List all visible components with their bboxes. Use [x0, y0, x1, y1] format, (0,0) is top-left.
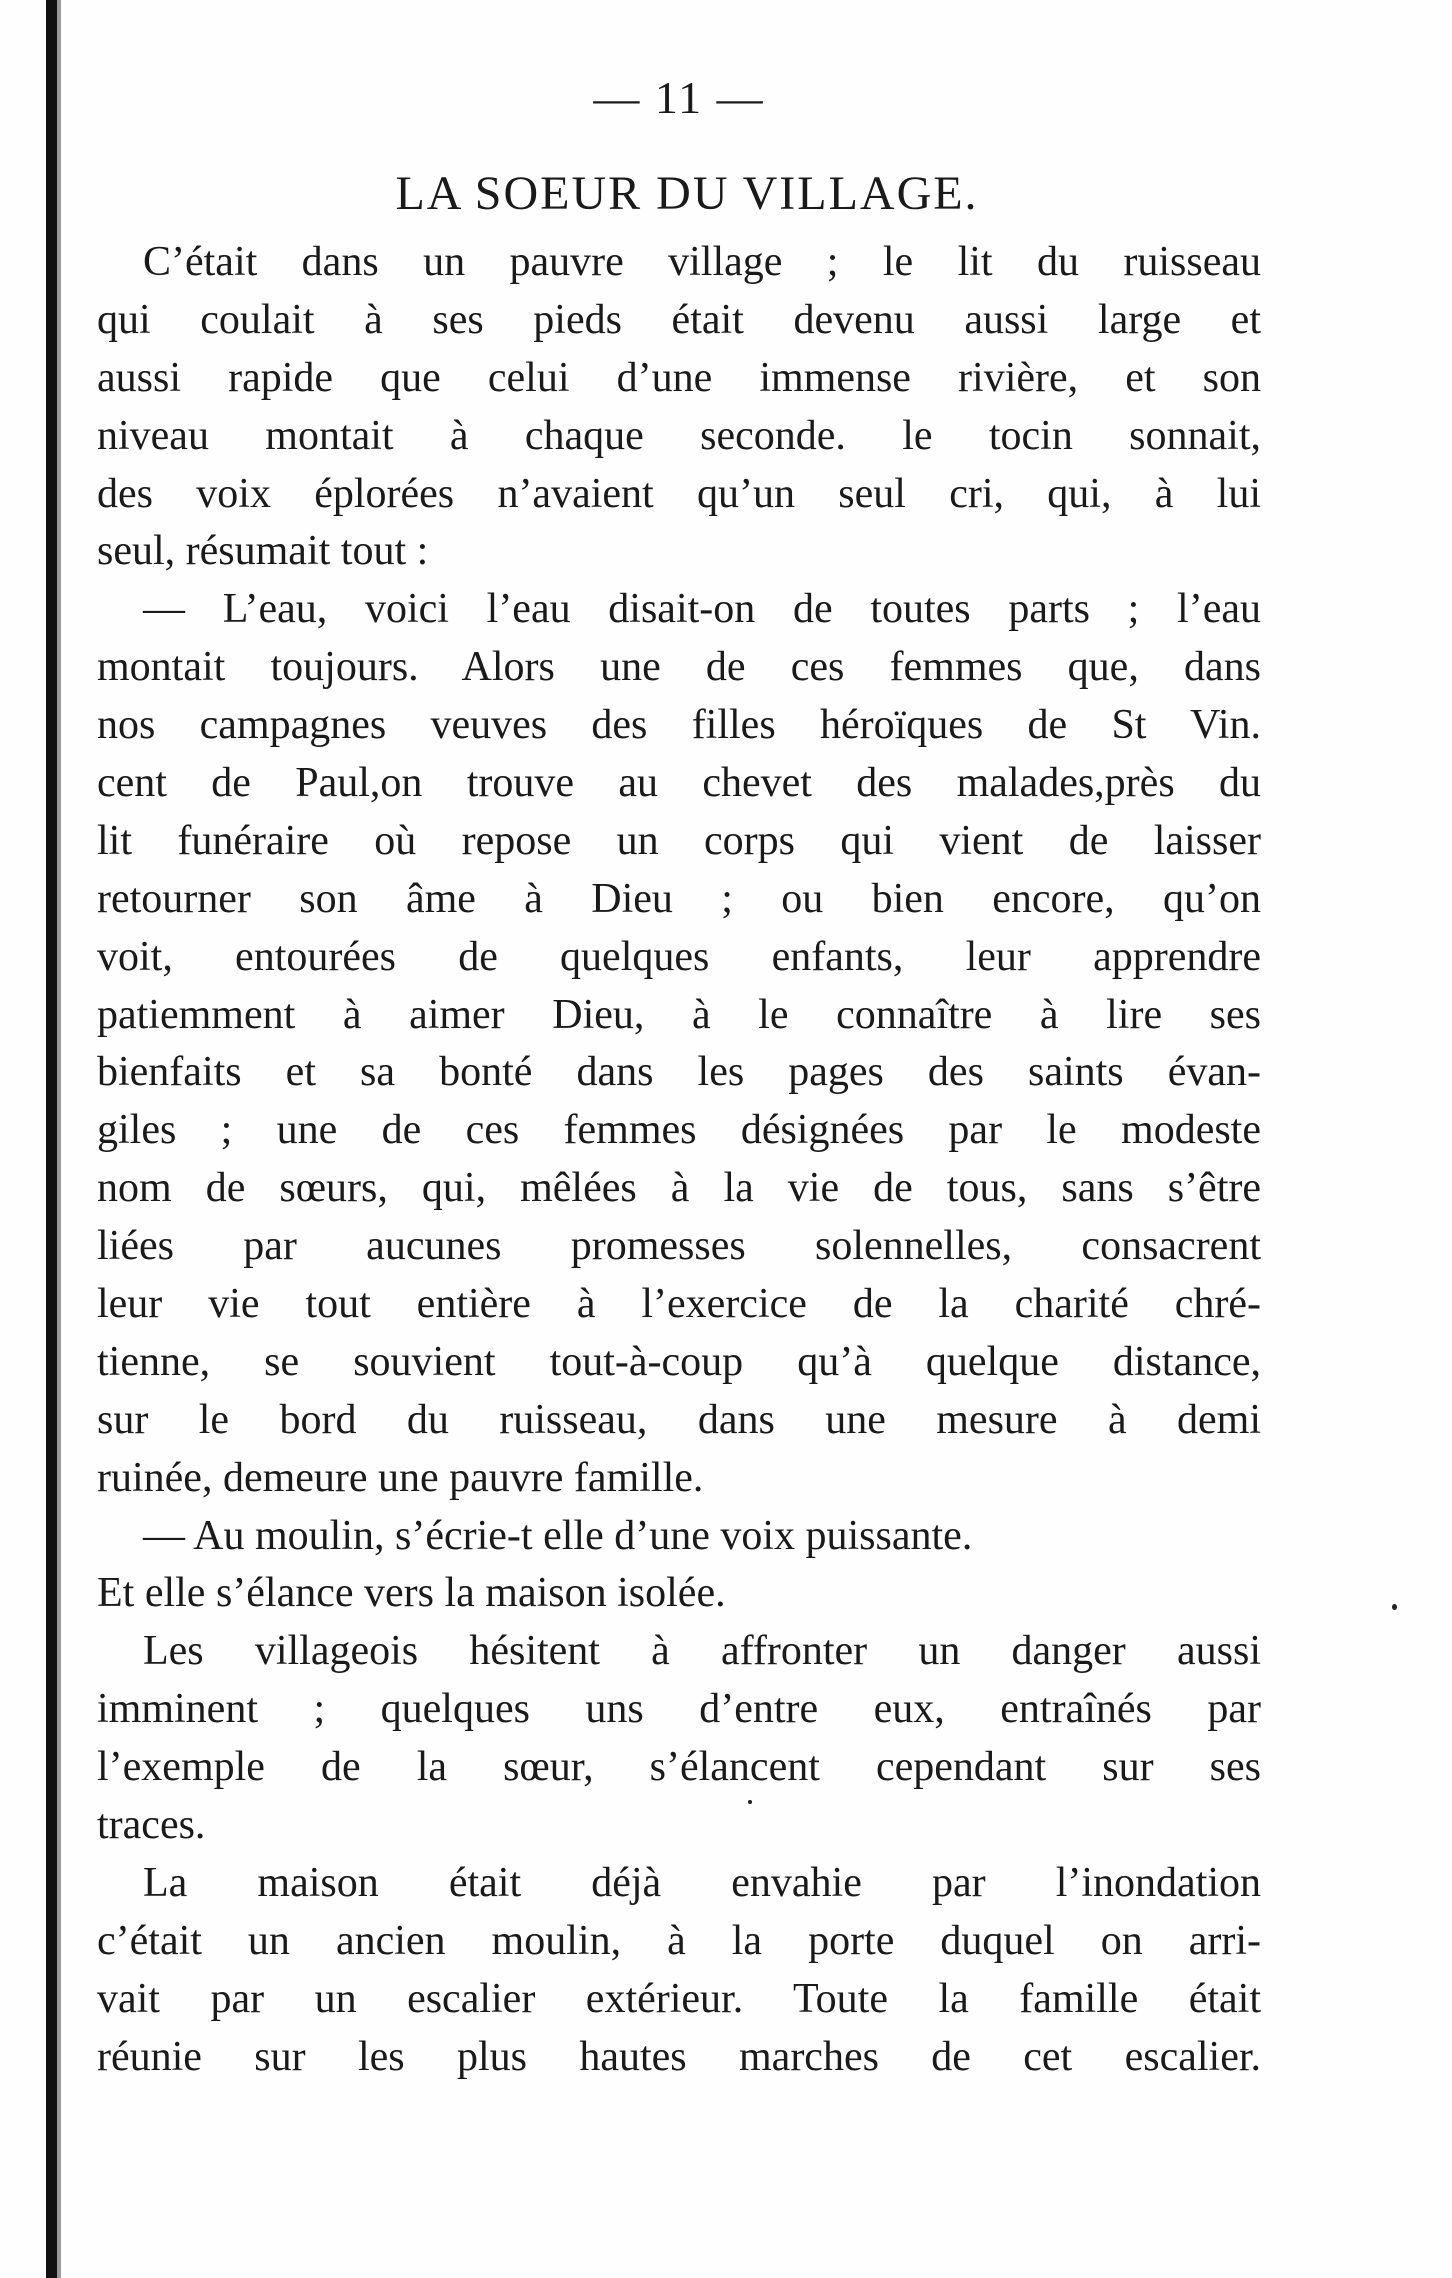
- text-line: — Au moulin, s’écrie-t elle d’une voix puissante.: [143, 1512, 973, 1559]
- text-line: lit funéraire où repose un corps qui vient de laisser: [97, 817, 1261, 864]
- text-line: montait toujours. Alors une de ces femmes que, dans: [97, 644, 1261, 691]
- text-line: niveau montait à chaque seconde. le tocin sonnait,: [97, 412, 1261, 459]
- text-line: réunie sur les plus hautes marches de cet escalier.: [97, 2033, 1261, 2080]
- text-line: Et elle s’élance vers la maison isolée.: [97, 1570, 726, 1617]
- body-text: [97, 234, 1261, 2087]
- text-line: c’était un ancien moulin, à la porte duquel on arri-: [97, 1917, 1261, 1964]
- chapter-title: LA SOEUR DU VILLAGE.: [395, 167, 979, 220]
- text-line: liées par aucunes promesses solennelles, consacrent: [97, 1223, 1261, 1270]
- text-line: seul, résumait tout :: [97, 528, 429, 575]
- text-line: imminent ; quelques uns d’entre eux, entraînés par: [97, 1686, 1261, 1733]
- page-content: [97, 68, 1261, 2087]
- text-line: retourner son âme à Dieu ; ou bien encore, qu’on: [97, 875, 1261, 922]
- text-line: leur vie tout entière à l’exercice de la charité chré-: [97, 1281, 1261, 1328]
- text-line: nos campagnes veuves des filles héroïques de St Vin.: [97, 702, 1261, 749]
- text-line: cent de Paul,on trouve au chevet des malades,près du: [97, 760, 1261, 807]
- text-line: tienne, se souvient tout-à-coup qu’à quelque distance,: [97, 1338, 1261, 1385]
- scan-speck: [1392, 1604, 1397, 1610]
- text-line: C’était dans un pauvre village ; le lit du ruisseau: [143, 239, 1261, 285]
- text-line: bienfaits et sa bonté dans les pages des saints évan-: [97, 1049, 1261, 1096]
- text-line: giles ; une de ces femmes désignées par le modeste: [97, 1107, 1261, 1154]
- text-line: des voix éplorées n’avaient qu’un seul cri, qui, à lui: [97, 470, 1261, 517]
- binding-edge: [46, 0, 57, 2278]
- text-line: nom de sœurs, qui, mêlées à la vie de tous, sans s’être: [97, 1165, 1261, 1212]
- text-line: patiemment à aimer Dieu, à le connaître à lire ses: [97, 991, 1261, 1038]
- text-line: l’exemple de la sœur, s’élancent cependant sur ses: [97, 1744, 1261, 1791]
- text-line: voit, entourées de quelques enfants, leur apprendre: [97, 933, 1261, 980]
- text-line: traces.: [97, 1802, 206, 1849]
- text-line: vait par un escalier extérieur. Toute la famille était: [97, 1975, 1261, 2022]
- text-line: qui coulait à ses pieds était devenu aussi large et: [97, 296, 1261, 343]
- page-number: — 11 —: [593, 72, 765, 123]
- text-line: Les villageois hésitent à affronter un danger aussi: [143, 1628, 1261, 1675]
- binding-shadow: [57, 0, 61, 2278]
- text-line: ruinée, demeure une pauvre famille.: [97, 1454, 704, 1501]
- text-line: aussi rapide que celui d’une immense rivière, et son: [97, 354, 1261, 401]
- scan-speck: [748, 1800, 752, 1804]
- text-line: — L’eau, voici l’eau disait-on de toutes parts ; l’eau: [143, 586, 1261, 633]
- text-line: sur le bord du ruisseau, dans une mesure à demi: [97, 1396, 1261, 1443]
- text-line: La maison était déjà envahie par l’inondation: [143, 1859, 1261, 1906]
